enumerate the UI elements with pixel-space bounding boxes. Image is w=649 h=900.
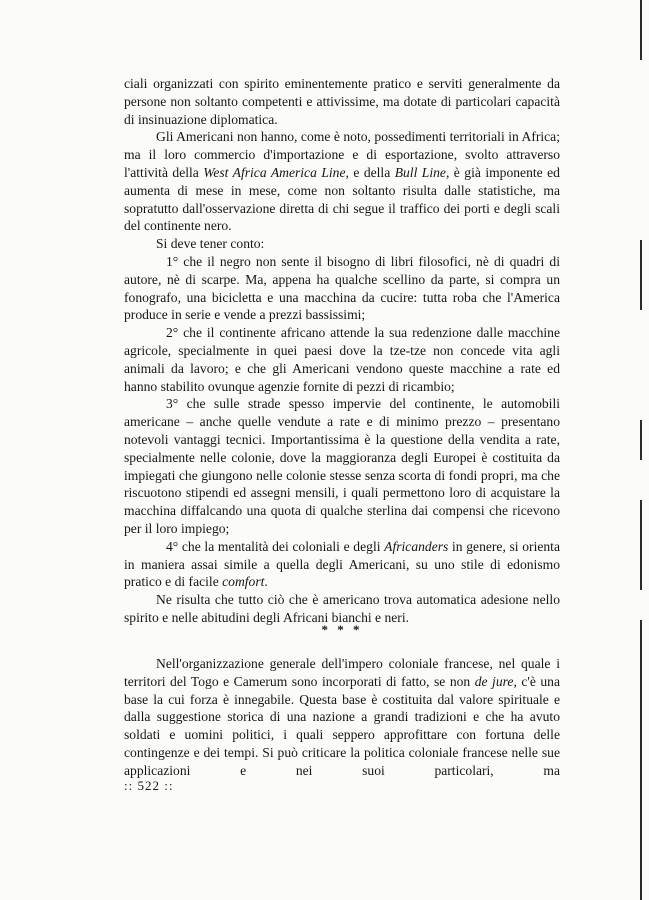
paragraph-point-3: 3° che sulle strade spesso impervie del continente, le automobili americane – anche quelle vendute a rate e di minimo prezzo – presentano notevoli vantaggi tecnici. Importantissima è la questione della vendita a rate, specialmente nelle colonie, dove la maggioranza degli Europei è costituita da impiegati che giungono nelle colonie stesse senza scorta di fondi propri, ma che riscuotono stipendi ed assegni mensili, i quali permettono loro di acquistare la macchina diffalcando una quota di qualche sterlina dai compensi che ricevono per il loro impiego; [124, 396, 560, 536]
scan-mark [640, 420, 642, 460]
scan-mark [640, 500, 642, 590]
body-text-bottom [124, 655, 560, 780]
paragraph-point-2: 2° che il continente africano attende la sua redenzione dalle macchine agricole, specialmente in quei paesi dove la tze-tze non concede vita agli animali da lavoro; e che gli Americani vendono queste macchine a rate ed hanno stabilito ovunque agenzie fornite di pezzi di ricambio; [124, 325, 560, 394]
body-text-top [124, 75, 560, 627]
paragraph-americans: Gli Americani non hanno, come è noto, possedimenti territoriali in Africa; ma il loro commercio d'importazione e di esportazione, svolto attraverso l'attività della West Africa America Line, e della Bull Line, è già imponente ed aumenta di mese in mese, come non soltanto risulta dalle statistiche, ma sopratutto dall'osservazione diretta di chi segue il traffico dei porti e degli scali del continente nero. [124, 129, 560, 234]
paragraph-continuation: ciali organizzati con spirito eminentemente pratico e serviti generalmente da persone non soltanto competenti e attivissime, ma dotate di particolari capacità di insinuazione diplomatica. [124, 76, 560, 127]
paragraph-tener-conto: Si deve tener conto: [156, 236, 265, 252]
paragraph-point-1: 1° che il negro non sente il bisogno di libri filosofici, nè di quadri di autore, nè di scarpe. Ma, appena ha qualche scellino da parte, si compra un fonografo, una bicicletta e una macchina da cucire: tutta roba che l'America produce in serie e vende a prezzi bassissimi; [124, 253, 560, 323]
scan-mark [640, 240, 642, 310]
paragraph-french-empire: Nell'organizzazione generale dell'impero coloniale francese, nel quale i territori del Togo e Camerum sono incorporati di fatto, se non de jure, c'è una base la cui forza è innegabile. Questa base è costituita dal valore spirituale e dalla suggestione storica di una nazione a grandi tradizioni e che ha avuto soldati e uomini politici, i quali seppero approfittare con fortuna delle contingenze e dei tempi. Si può criticare la politica coloniale francese nelle sue applicazioni e nei suoi particolari, ma [124, 656, 561, 778]
page-number: :: 522 :: [124, 778, 174, 793]
paragraph-conclusion: Ne risulta che tutto ciò che è americano trova automatica adesione nello spirito e nelle abitudini degli Africani bianchi e neri. [124, 592, 560, 625]
italic-phrase: comfort [222, 574, 265, 590]
scan-edge-marks [640, 0, 643, 900]
section-separator: * * * [321, 622, 363, 637]
scan-mark [640, 0, 642, 60]
paragraph-point-4: 4° che la mentalità dei coloniali e degli Africanders in genere, si orienta in maniera assai simile a quella degli Americani, su uno stile di edonismo pratico e di facile comfort. [124, 538, 560, 590]
scan-mark [640, 620, 642, 900]
italic-phrase: West Africa America Line [203, 164, 346, 180]
italic-phrase: Bull Line [394, 164, 446, 180]
italic-phrase: Africanders [384, 538, 449, 554]
italic-phrase: de jure [474, 673, 514, 689]
